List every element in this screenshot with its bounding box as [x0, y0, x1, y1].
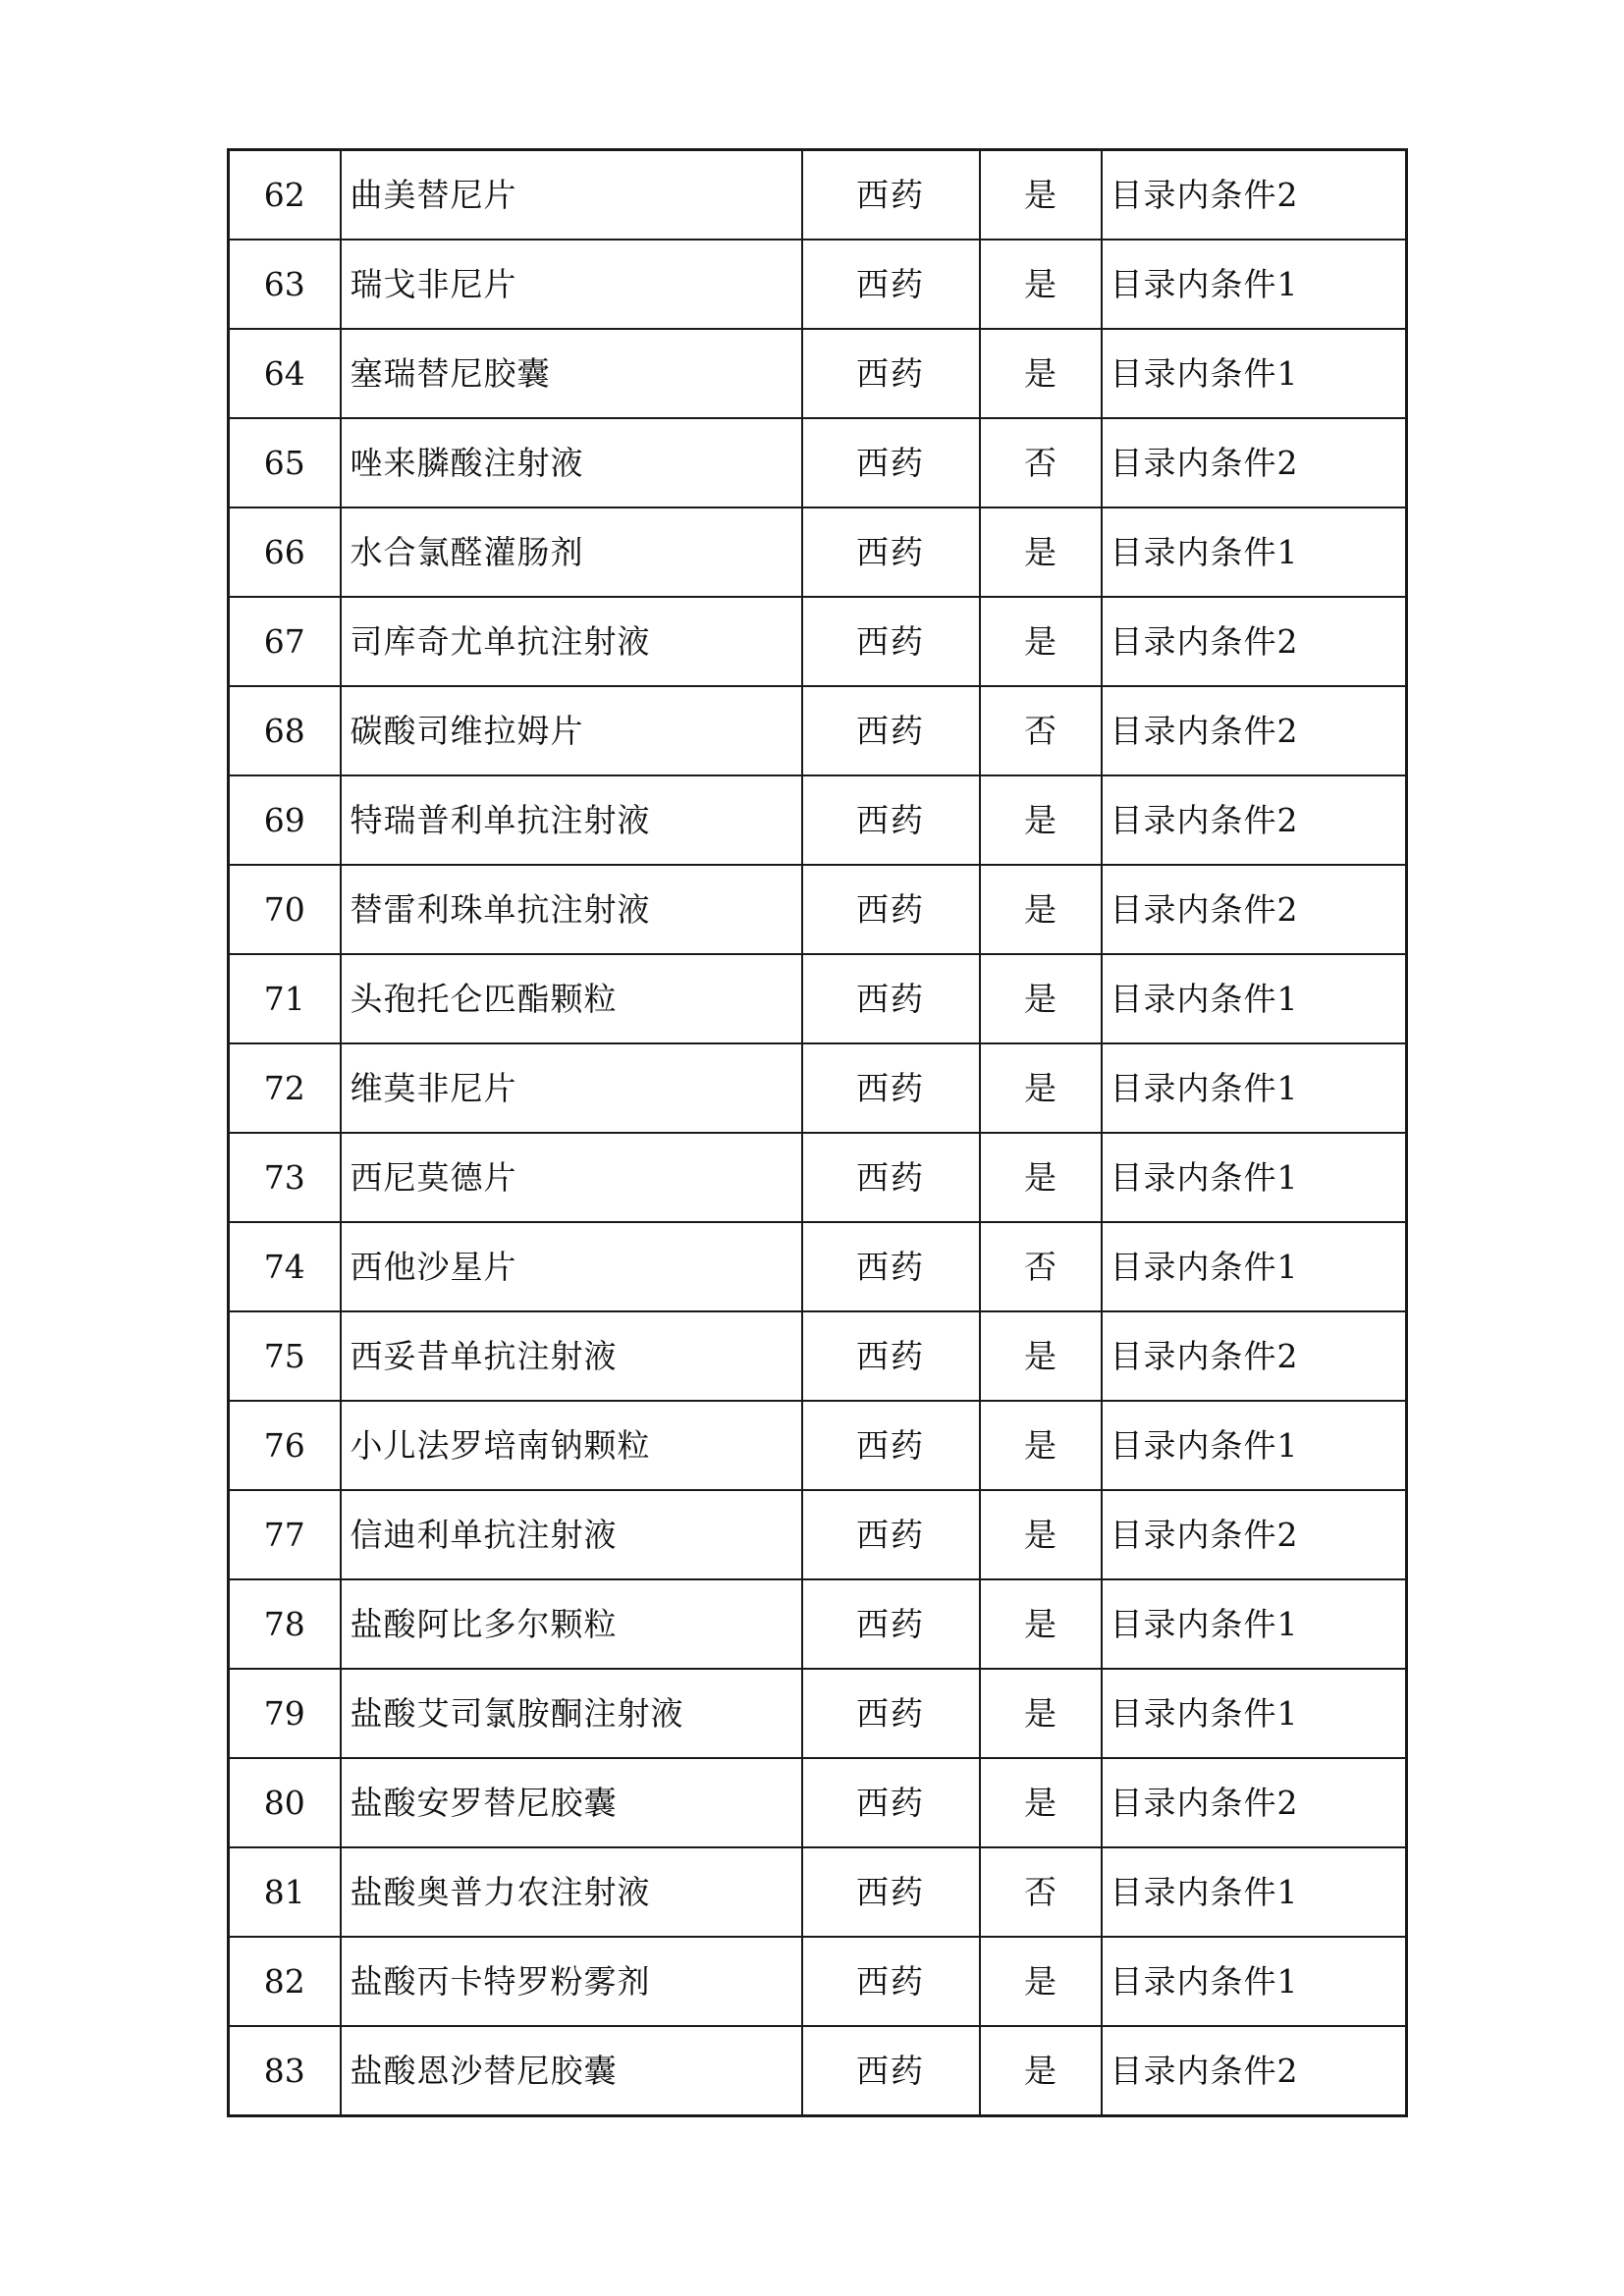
flag-value-cell: 否: [980, 418, 1102, 507]
drug-name-cell: 唑来膦酸注射液: [341, 418, 802, 507]
flag-value-cell: 是: [980, 1937, 1102, 2026]
drug-type-cell: 西药: [802, 1669, 980, 1758]
drug-name-cell: 特瑞普利单抗注射液: [341, 775, 802, 865]
row-number-cell: 83: [229, 2026, 341, 2116]
drug-type-cell: 西药: [802, 775, 980, 865]
row-number-cell: 76: [229, 1401, 341, 1490]
drug-type-cell: 西药: [802, 1311, 980, 1401]
row-number-cell: 68: [229, 686, 341, 775]
row-number-cell: 75: [229, 1311, 341, 1401]
flag-value-cell: 是: [980, 1490, 1102, 1579]
row-number-cell: 67: [229, 597, 341, 686]
flag-value-cell: 是: [980, 775, 1102, 865]
flag-value-cell: 是: [980, 1311, 1102, 1401]
drug-table-body: [229, 150, 1407, 2116]
row-number-cell: 73: [229, 1133, 341, 1222]
drug-name-cell: 盐酸安罗替尼胶囊: [341, 1758, 802, 1847]
flag-value-cell: 否: [980, 1847, 1102, 1937]
drug-type-cell: 西药: [802, 329, 980, 418]
table-row: [229, 1937, 1407, 2026]
drug-name-cell: 信迪利单抗注射液: [341, 1490, 802, 1579]
row-number-cell: 79: [229, 1669, 341, 1758]
flag-value-cell: 是: [980, 240, 1102, 329]
catalog-condition-cell: 目录内条件2: [1102, 1758, 1407, 1847]
catalog-condition-cell: 目录内条件1: [1102, 1401, 1407, 1490]
catalog-condition-cell: 目录内条件1: [1102, 507, 1407, 597]
catalog-condition-cell: 目录内条件2: [1102, 597, 1407, 686]
row-number-cell: 77: [229, 1490, 341, 1579]
drug-name-cell: 小儿法罗培南钠颗粒: [341, 1401, 802, 1490]
row-number-cell: 71: [229, 954, 341, 1043]
catalog-condition-cell: 目录内条件2: [1102, 418, 1407, 507]
drug-name-cell: 维莫非尼片: [341, 1043, 802, 1133]
catalog-condition-cell: 目录内条件1: [1102, 1222, 1407, 1311]
drug-name-cell: 司库奇尤单抗注射液: [341, 597, 802, 686]
drug-name-cell: 西尼莫德片: [341, 1133, 802, 1222]
flag-value-cell: 是: [980, 1401, 1102, 1490]
catalog-condition-cell: 目录内条件1: [1102, 329, 1407, 418]
drug-type-cell: 西药: [802, 1847, 980, 1937]
drug-name-cell: 塞瑞替尼胶囊: [341, 329, 802, 418]
row-number-cell: 78: [229, 1579, 341, 1669]
drug-type-cell: 西药: [802, 240, 980, 329]
drug-type-cell: 西药: [802, 1133, 980, 1222]
table-row: [229, 1311, 1407, 1401]
catalog-condition-cell: 目录内条件2: [1102, 1490, 1407, 1579]
drug-name-cell: 盐酸奥普力农注射液: [341, 1847, 802, 1937]
drug-type-cell: 西药: [802, 507, 980, 597]
table-row: [229, 2026, 1407, 2116]
catalog-condition-cell: 目录内条件2: [1102, 1311, 1407, 1401]
row-number-cell: 74: [229, 1222, 341, 1311]
flag-value-cell: 是: [980, 1043, 1102, 1133]
drug-type-cell: 西药: [802, 1758, 980, 1847]
row-number-cell: 80: [229, 1758, 341, 1847]
table-row: [229, 418, 1407, 507]
drug-name-cell: 盐酸恩沙替尼胶囊: [341, 2026, 802, 2116]
table-row: [229, 1758, 1407, 1847]
drug-name-cell: 西妥昔单抗注射液: [341, 1311, 802, 1401]
table-row: [229, 775, 1407, 865]
table-row: [229, 597, 1407, 686]
table-row: [229, 1222, 1407, 1311]
table-row: [229, 686, 1407, 775]
catalog-condition-cell: 目录内条件2: [1102, 775, 1407, 865]
flag-value-cell: 是: [980, 1669, 1102, 1758]
drug-type-cell: 西药: [802, 1490, 980, 1579]
drug-type-cell: 西药: [802, 1222, 980, 1311]
drug-name-cell: 盐酸丙卡特罗粉雾剂: [341, 1937, 802, 2026]
drug-name-cell: 头孢托仑匹酯颗粒: [341, 954, 802, 1043]
flag-value-cell: 是: [980, 954, 1102, 1043]
row-number-cell: 70: [229, 865, 341, 954]
drug-type-cell: 西药: [802, 1401, 980, 1490]
drug-name-cell: 盐酸阿比多尔颗粒: [341, 1579, 802, 1669]
flag-value-cell: 否: [980, 1222, 1102, 1311]
drug-type-cell: 西药: [802, 2026, 980, 2116]
table-row: [229, 954, 1407, 1043]
table-row: [229, 1133, 1407, 1222]
catalog-condition-cell: 目录内条件2: [1102, 150, 1407, 240]
catalog-condition-cell: 目录内条件1: [1102, 1043, 1407, 1133]
catalog-condition-cell: 目录内条件1: [1102, 1133, 1407, 1222]
row-number-cell: 66: [229, 507, 341, 597]
drug-type-cell: 西药: [802, 597, 980, 686]
row-number-cell: 81: [229, 1847, 341, 1937]
row-number-cell: 72: [229, 1043, 341, 1133]
drug-type-cell: 西药: [802, 954, 980, 1043]
table-row: [229, 1847, 1407, 1937]
catalog-condition-cell: 目录内条件1: [1102, 1579, 1407, 1669]
drug-type-cell: 西药: [802, 1937, 980, 2026]
flag-value-cell: 是: [980, 150, 1102, 240]
flag-value-cell: 是: [980, 2026, 1102, 2116]
table-row: [229, 1579, 1407, 1669]
flag-value-cell: 否: [980, 686, 1102, 775]
drug-type-cell: 西药: [802, 1579, 980, 1669]
catalog-condition-cell: 目录内条件2: [1102, 865, 1407, 954]
row-number-cell: 69: [229, 775, 341, 865]
table-row: [229, 240, 1407, 329]
flag-value-cell: 是: [980, 1133, 1102, 1222]
row-number-cell: 82: [229, 1937, 341, 2026]
drug-name-cell: 盐酸艾司氯胺酮注射液: [341, 1669, 802, 1758]
table-row: [229, 507, 1407, 597]
drug-name-cell: 水合氯醛灌肠剂: [341, 507, 802, 597]
flag-value-cell: 是: [980, 597, 1102, 686]
table-row: [229, 1401, 1407, 1490]
drug-name-cell: 替雷利珠单抗注射液: [341, 865, 802, 954]
table-row: [229, 150, 1407, 240]
drug-type-cell: 西药: [802, 418, 980, 507]
flag-value-cell: 是: [980, 1579, 1102, 1669]
catalog-condition-cell: 目录内条件1: [1102, 1937, 1407, 2026]
table-row: [229, 329, 1407, 418]
row-number-cell: 65: [229, 418, 341, 507]
row-number-cell: 63: [229, 240, 341, 329]
catalog-condition-cell: 目录内条件1: [1102, 1669, 1407, 1758]
table-row: [229, 1490, 1407, 1579]
catalog-condition-cell: 目录内条件2: [1102, 686, 1407, 775]
flag-value-cell: 是: [980, 1758, 1102, 1847]
catalog-condition-cell: 目录内条件2: [1102, 2026, 1407, 2116]
drug-type-cell: 西药: [802, 865, 980, 954]
drug-type-cell: 西药: [802, 1043, 980, 1133]
table-row: [229, 865, 1407, 954]
drug-type-cell: 西药: [802, 686, 980, 775]
catalog-condition-cell: 目录内条件1: [1102, 1847, 1407, 1937]
table-row: [229, 1669, 1407, 1758]
drug-name-cell: 碳酸司维拉姆片: [341, 686, 802, 775]
flag-value-cell: 是: [980, 865, 1102, 954]
row-number-cell: 62: [229, 150, 341, 240]
table-row: [229, 1043, 1407, 1133]
catalog-condition-cell: 目录内条件1: [1102, 954, 1407, 1043]
drug-type-cell: 西药: [802, 150, 980, 240]
flag-value-cell: 是: [980, 329, 1102, 418]
drug-name-cell: 瑞戈非尼片: [341, 240, 802, 329]
flag-value-cell: 是: [980, 507, 1102, 597]
row-number-cell: 64: [229, 329, 341, 418]
drug-name-cell: 西他沙星片: [341, 1222, 802, 1311]
drug-list-table: [227, 148, 1408, 2117]
catalog-condition-cell: 目录内条件1: [1102, 240, 1407, 329]
drug-name-cell: 曲美替尼片: [341, 150, 802, 240]
